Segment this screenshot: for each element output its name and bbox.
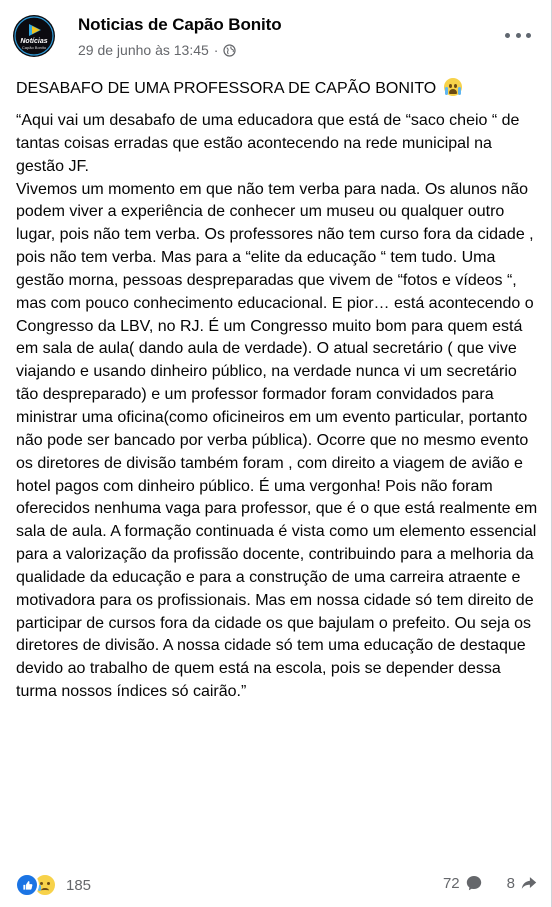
reaction-count: 185 bbox=[66, 876, 92, 894]
share-count: 8 bbox=[506, 874, 515, 892]
post-paragraph-1: “Aqui vai um desabafo de uma educadora que está de “saco cheio “ de tantas coisas erradas que estão acontecendo na rede municipal na gestão JF. bbox=[16, 112, 520, 175]
more-options-icon[interactable] bbox=[505, 28, 531, 42]
meta-separator: · bbox=[213, 42, 219, 58]
like-icon bbox=[15, 873, 39, 897]
post-title bbox=[16, 78, 536, 99]
engagement-counts bbox=[443, 874, 538, 892]
globe-icon[interactable] bbox=[223, 44, 236, 57]
post-body bbox=[16, 110, 538, 704]
crying-face-icon bbox=[444, 78, 462, 96]
comment-count: 72 bbox=[442, 874, 460, 892]
logo-text-line2: Capão Bonito bbox=[21, 45, 47, 50]
page-name-link[interactable]: Noticias de Capão Bonito bbox=[78, 15, 282, 34]
share-icon bbox=[520, 874, 538, 892]
post-footer bbox=[0, 870, 552, 900]
post-meta bbox=[78, 42, 236, 58]
shares-link[interactable] bbox=[507, 874, 538, 892]
page-avatar[interactable] bbox=[13, 15, 55, 57]
post-title-text: DESABAFO DE UMA PROFESSORA DE CAPÃO BONITO bbox=[16, 80, 437, 97]
reactions-summary[interactable] bbox=[15, 873, 91, 897]
post-date-link[interactable]: 29 de junho às 13:45 bbox=[78, 42, 209, 58]
post-paragraph-2: Vivemos um momento em que não tem verba para nada. Os alunos não podem viver a experiência de conhecer um museu ou qualquer outro lugar, pois não tem verba. Os professores não tem curso fora da cidade , pois não tem verba. Mas para a “elite da educação “ tem tudo. Uma gestão morna, pessoas despreparadas que vivem de “fotos e vídeos “, mas com pouco conhecimento educacional. E pior… está acontecendo o Congresso da LBV, no RJ. É um Congresso muito bom para quem está em sala de aula( dando aula de verdade). O atual secretário ( que vive viajando e usando dinheiro público, na verdade nunca vi um secretário tão despreparado) e um professor formador foram convidados para ministrar uma oficina(como oficineiros em um evento particular, portanto não pode ser bancado por verba pública). Ocorre que no mesmo evento os diretores de divisão também foram , com direito a viagem de avião e hotel pagos com dinheiro público. É uma vergonha! Pois não foram oferecidos nenhuma vaga para professor, que é o que está realmente em sala de aula. A formação continuada é vista como um elemento essencial para a valorização da profissão docente, contribuindo para a melhoria da qualidade da educação e para a construção de uma carreira atraente e motivadora para os profissionais. Mas em nossa cidade só tem direito de participar de cursos fora da cidade os que bajulam o prefeito. Ou seja os diretores de divisão. A nossa cidade só tem uma educação de destaque devido ao trabalho de quem está na escola, pois se depender dessa turma nossos índices só cairão.” bbox=[16, 180, 538, 701]
comment-icon bbox=[465, 874, 483, 892]
logo-text-line1: Notícias bbox=[20, 38, 48, 45]
post-header bbox=[0, 0, 552, 72]
comments-link[interactable] bbox=[443, 874, 483, 892]
page-logo-icon bbox=[13, 15, 55, 57]
